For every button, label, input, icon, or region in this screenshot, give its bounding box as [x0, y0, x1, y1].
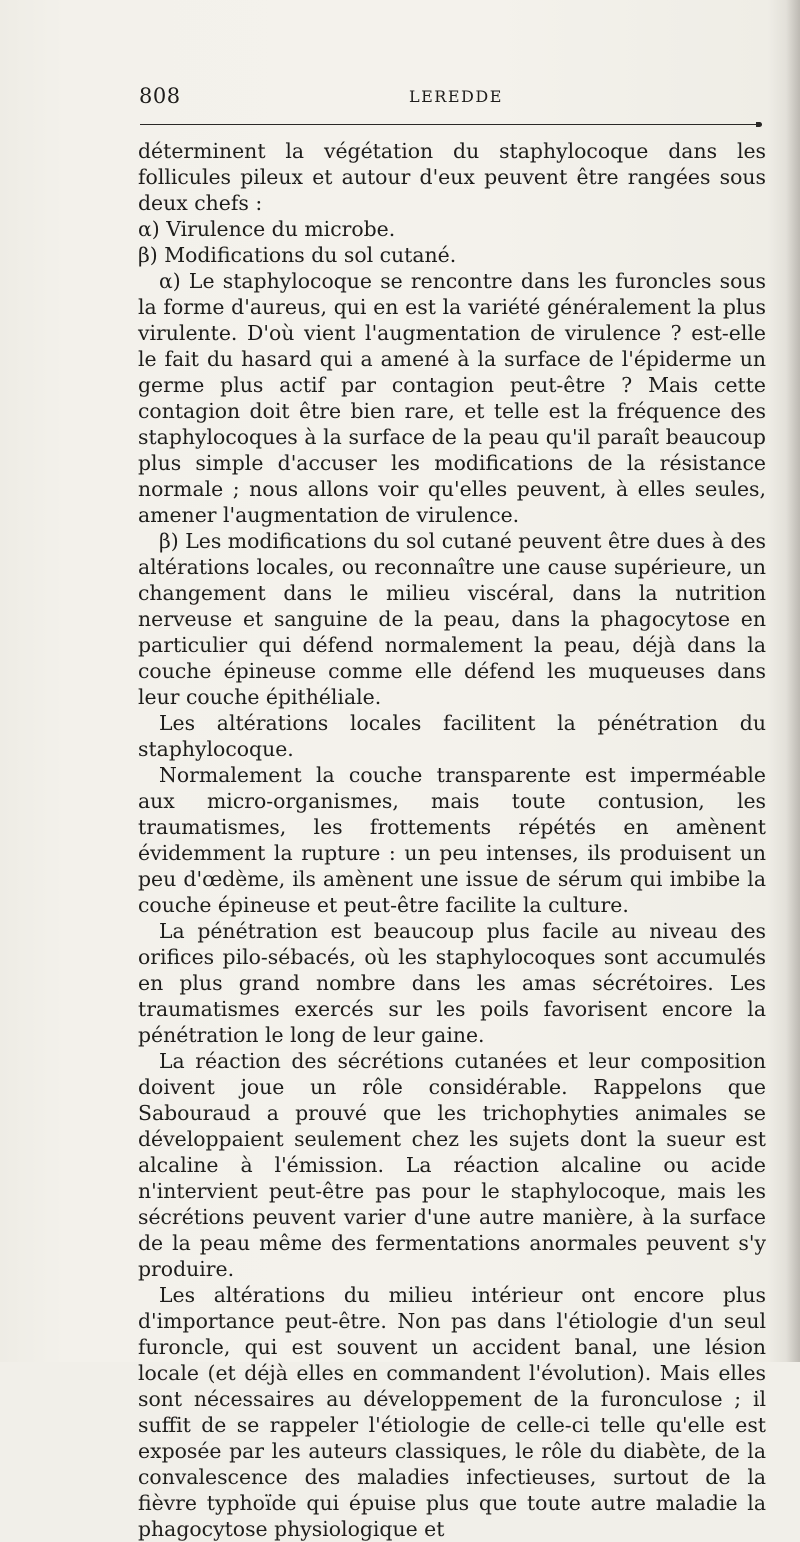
- list-item-alpha: α) Virulence du microbe.: [138, 217, 396, 241]
- paragraph: Normalement la couche transparente est imperméable aux micro-organismes, mais toute contusion, les traumatismes, les frottements répétés en amènent évidemment la rupture : un peu intenses, ils produisent un peu d'œdème, ils amènent une issue de sérum qui imbibe la couche épineuse et peut-être facilite la culture.: [138, 763, 766, 917]
- paragraph: La réaction des sécrétions cutanées et leur composition doivent joue un rôle considérable. Rappelons que Sabouraud a prouvé que les trichophyties animales se développaient seulement chez les sujets dont la sueur est alcaline à l'émission. La réaction alcaline ou acide n'intervient peut-être pas pour le staphylocoque, mais les sécrétions peuvent varier d'une autre manière, à la surface de la peau même des fermentations anormales peuvent s'y produire.: [138, 1049, 766, 1281]
- paragraph: La pénétration est beaucoup plus facile au niveau des orifices pilo-sébacés, où les staphylocoques sont accumulés en plus grand nombre dans les amas sécrétoires. Les traumatismes exercés sur les poils favorisent encore la pénétration le long de leur gaine.: [138, 919, 766, 1047]
- paragraph: Les altérations locales facilitent la pénétration du staphylocoque.: [138, 711, 766, 761]
- paragraph-continuation: déterminent la végétation du staphylocoque dans les follicules pileux et autour d'eux peuvent être rangées sous deux chefs :: [138, 139, 766, 215]
- running-title: LEREDDE: [409, 87, 503, 106]
- paragraph-alpha-virulence: α) Le staphylocoque se rencontre dans les furoncles sous la forme d'aureus, qui en est la variété généralement la plus virulente. D'où vient l'augmentation de virulence ? est-elle le fait du hasard qui a amené à la surface de l'épiderme un germe plus actif par contagion peut-être ? Mais cette contagion doit être bien rare, et telle est la fréquence des staphylocoques à la surface de la peau qu'il paraît beaucoup plus simple d'accuser les modifications de la résistance normale ; nous allons voir qu'elles peuvent, à elles seules, amener l'augmentation de virulence.: [138, 269, 766, 527]
- paragraph-beta-sol-cutane: β) Les modifications du sol cutané peuvent être dues à des altérations locales, ou reconnaître une cause supérieure, un changement dans le milieu viscéral, dans la nutrition nerveuse et sanguine de la peau, dans la phagocytose en particulier qui défend normalement la peau, déjà dans la couche épineuse comme elle défend les muqueuses dans leur couche épithéliale.: [138, 529, 766, 709]
- header-rule: [140, 124, 762, 125]
- running-head: [139, 84, 765, 114]
- header-rule-end: [756, 122, 762, 127]
- page-edge-shadow: [786, 0, 800, 1362]
- list-item-beta: β) Modifications du sol cutané.: [138, 243, 457, 267]
- paragraph: Les altérations du milieu intérieur ont encore plus d'importance peut-être. Non pas dans l'étiologie d'un seul furoncle, qui est souvent un accident banal, une lésion locale (et déjà elles en commandent l'évolution). Mais elles sont nécessaires au développement de la furonculose ; il suffit de se rappeler l'étiologie de celle-ci telle qu'elle est exposée par les auteurs classiques, le rôle du diabète, de la convalescence des maladies infectieuses, surtout de la fièvre typhoïde qui épuise plus que toute autre maladie la phagocytose physiologique et: [138, 1283, 766, 1541]
- body-text: [138, 138, 766, 1542]
- page-number: 808: [139, 84, 181, 108]
